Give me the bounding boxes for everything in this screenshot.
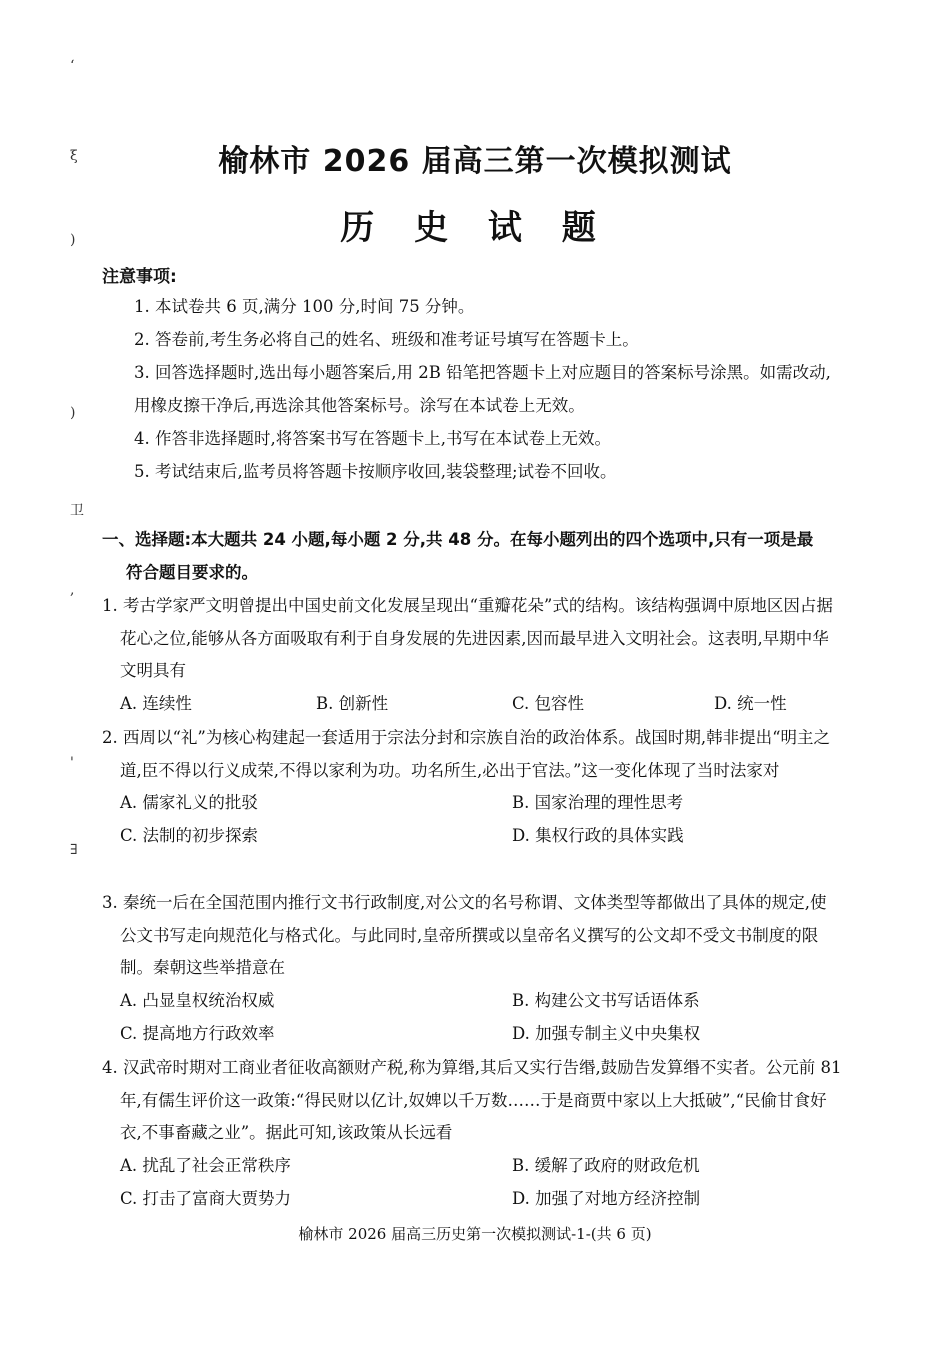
binding-mark: ξ	[70, 148, 78, 164]
option-a: A. 凸显皇权统治权威	[120, 990, 275, 1010]
option-d: D. 加强了对地方经济控制	[512, 1188, 701, 1208]
binding-mark: ,	[70, 582, 75, 598]
subject-title: 历 史 试 题	[340, 208, 610, 248]
option-c: C. 包容性	[512, 693, 585, 713]
option-b: B. 创新性	[316, 693, 389, 713]
option-c: C. 提高地方行政效率	[120, 1023, 275, 1043]
question-stem: 2. 西周以“礼”为核心构建起一套适用于宗法分封和宗族自治的政治体系。战国时期,韩非提出“明主之道,臣不得以行义成荣,不得以家利为功。功名所生,必出于官法。”这一变化体现了当时法家对	[102, 728, 831, 780]
option-b: B. 缓解了政府的财政危机	[512, 1155, 700, 1175]
section-heading-line: 一、选择题:本大题共 24 小题,每小题 2 分,共 48 分。在每小题列出的四个选项中,只有一项是最	[102, 530, 814, 549]
page-footer: 榆林市 2026 届高三历史第一次模拟测试-1-(共 6 页)	[298, 1225, 652, 1243]
options-row	[102, 787, 842, 820]
option-d: D. 加强专制主义中央集权	[512, 1023, 701, 1043]
notice-item: 3. 回答选择题时,选出每小题答案后,用 2B 铅笔把答题卡上对应题目的答案标号涂黑。如需改动,用橡皮擦干净后,再选涂其他答案标号。涂写在本试卷上无效。	[134, 363, 831, 415]
question-stem: 1. 考古学家严文明曾提出中国史前文化发展呈现出“重瓣花朵”式的结构。该结构强调中原地区因占据花心之位,能够从各方面吸取有利于自身发展的先进因素,因而最早进入文明社会。这表明,早期中华文明具有	[102, 596, 833, 680]
binding-mark: '	[70, 755, 74, 771]
option-a: A. 连续性	[120, 693, 192, 713]
option-c: C. 打击了富商大贾势力	[120, 1188, 292, 1208]
options-row	[102, 688, 842, 721]
options-row	[102, 1183, 842, 1216]
section-heading-cont: 符合题目要求的。	[126, 563, 258, 582]
binding-mark: 卫	[70, 503, 84, 519]
notice-item: 4. 作答非选择题时,将答案书写在答题卡上,书写在本试卷上无效。	[134, 429, 611, 448]
notice-heading: 注意事项:	[102, 267, 177, 287]
options-row	[102, 1018, 842, 1051]
notice-item: 2. 答卷前,考生务必将自己的姓名、班级和准考证号填写在答题卡上。	[134, 330, 639, 349]
question-stem: 4. 汉武帝时期对工商业者征收高额财产税,称为算缗,其后又实行告缗,鼓励告发算缗不实者。公元前 81 年,有儒生评价这一政策:“得民财以亿计,奴婢以千万数……于是商贾中家以上大抵破”,“民偷甘食好衣,不事畜藏之业”。据此可知,该政策从长远看	[102, 1058, 842, 1142]
option-b: B. 构建公文书写话语体系	[512, 990, 700, 1010]
option-c: C. 法制的初步探索	[120, 826, 259, 845]
options-row	[102, 985, 842, 1018]
question-3	[102, 887, 842, 1051]
option-b: B. 国家治理的理性思考	[512, 793, 684, 812]
binding-mark: )	[70, 232, 76, 248]
options-row	[102, 820, 842, 853]
section-heading	[102, 523, 842, 589]
binding-mark: ‘	[70, 58, 75, 74]
question-stem: 3. 秦统一后在全国范围内推行文书行政制度,对公文的名号称谓、文体类型等都做出了具体的规定,使公文书写走向规范化与格式化。与此同时,皇帝所撰或以皇帝名义撰写的公文却不受文书制度的限制。秦朝这些举措意在	[102, 893, 827, 977]
question-4	[102, 1052, 842, 1216]
exam-title: 榆林市 2026 届高三第一次模拟测试	[218, 144, 732, 179]
binding-mark: )	[70, 405, 76, 421]
notice-list	[102, 290, 842, 488]
question-1	[102, 590, 842, 721]
option-d: D. 统一性	[714, 693, 787, 713]
option-a: A. 扰乱了社会正常秩序	[120, 1155, 291, 1175]
options-row	[102, 1150, 842, 1183]
notice-item: 5. 考试结束后,监考员将答题卡按顺序收回,装袋整理;试卷不回收。	[134, 462, 617, 481]
option-d: D. 集权行政的具体实践	[512, 826, 684, 845]
option-a: A. 儒家礼义的批驳	[120, 793, 258, 812]
question-2	[102, 722, 842, 853]
binding-mark: ∃	[70, 842, 78, 858]
notice-item: 1. 本试卷共 6 页,满分 100 分,时间 75 分钟。	[134, 297, 475, 316]
